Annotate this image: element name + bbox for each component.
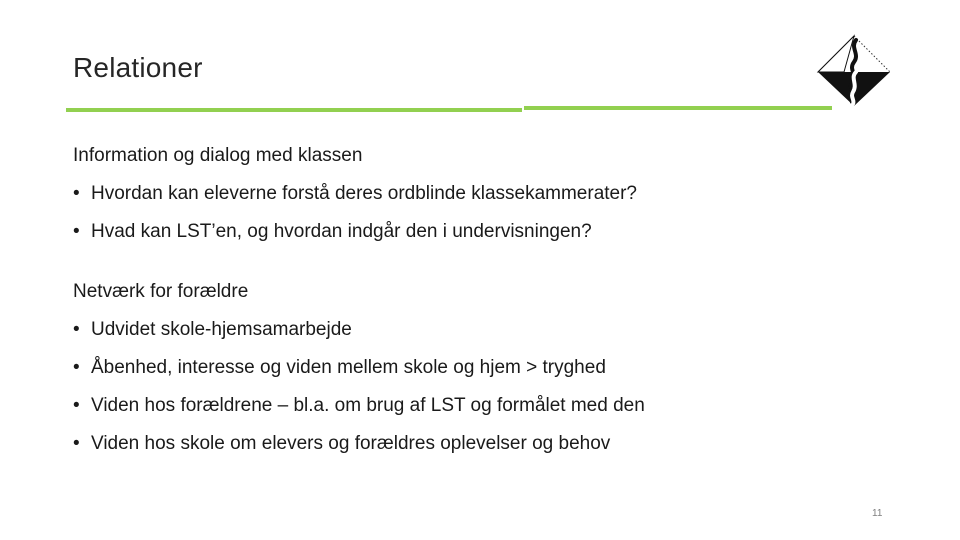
title-underline-right	[524, 106, 832, 110]
bullet-item: • Udvidet skole-hjemsamarbejde	[73, 317, 893, 343]
bullet-item: • Hvordan kan eleverne forstå deres ordblinde klassekammerater?	[73, 181, 893, 207]
section-spacer	[73, 245, 893, 279]
bullet-item: • Hvad kan LST’en, og hvordan indgår den i undervisningen?	[73, 219, 893, 245]
bullet-item: • Viden hos forældrene – bl.a. om brug af LST og formålet med den	[73, 393, 893, 419]
bullet-item: • Viden hos skole om elevers og forældres oplevelser og behov	[73, 431, 893, 457]
page-number: 11	[872, 508, 883, 519]
section-heading-foraeldre: Netværk for forældre	[73, 281, 249, 302]
bullet-item: • Åbenhed, interesse og viden mellem skole og hjem > tryghed	[73, 355, 893, 381]
slide-content	[73, 143, 893, 457]
section-heading-klassen: Information og dialog med klassen	[73, 145, 363, 166]
ordblind-logo-icon	[816, 34, 892, 106]
slide-title: Relationer	[73, 52, 203, 83]
title-underline-left	[66, 108, 522, 112]
